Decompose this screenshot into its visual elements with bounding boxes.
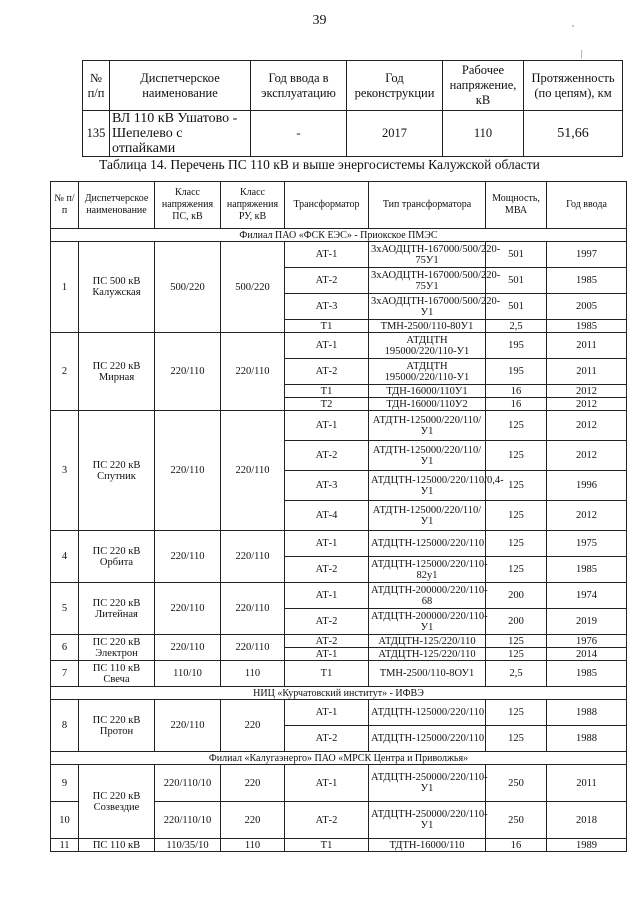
ru-voltage: 220 (221, 802, 285, 839)
ps-voltage: 220/110 (155, 531, 221, 583)
power-mva: 125 (486, 700, 547, 726)
transformer-type: АТДЦТН-250000/220/110-У1 (369, 765, 486, 802)
transformer-type: АТДЦТН-125/220/110 (369, 648, 486, 661)
substation-name: ПС 110 кВ Свеча (79, 661, 155, 687)
power-mva: 195 (486, 359, 547, 385)
transformer-id: АТ-2 (285, 268, 369, 294)
ru-voltage: 110 (221, 661, 285, 687)
power-mva: 16 (486, 398, 547, 411)
transformer-id: АТ-1 (285, 700, 369, 726)
section-title: НИЦ «Курчатовский институт» - ИФВЭ (51, 687, 627, 700)
commission-year: - (251, 111, 347, 157)
header-cell: Мощность, МВА (486, 182, 547, 229)
ps-voltage: 500/220 (155, 242, 221, 333)
commission-year: 1985 (547, 661, 627, 687)
ru-voltage: 220 (221, 700, 285, 752)
table-row (51, 635, 627, 648)
transformer-type: АТДЦТН-125000/220/110/0,4-У1 (369, 471, 486, 501)
substation-number: 8 (51, 700, 79, 752)
transformer-type: АТДЦТН-125000/220/110 (369, 726, 486, 752)
header-cell: № п/п (83, 61, 110, 111)
ps-voltage: 220/110 (155, 333, 221, 411)
commission-year: 1974 (547, 583, 627, 609)
commission-year: 1988 (547, 700, 627, 726)
substation-name: ПС 220 кВ Литейная (79, 583, 155, 635)
scan-mark: \ (577, 46, 586, 62)
ps-voltage: 220/110/10 (155, 765, 221, 802)
transformer-type: 3хАОДЦТН-167000/500/220-75У1 (369, 268, 486, 294)
power-mva: 125 (486, 635, 547, 648)
commission-year: 2011 (547, 359, 627, 385)
row-number: 135 (83, 111, 110, 157)
substation-name: ПС 220 кВ Электрон (79, 635, 155, 661)
power-mva: 125 (486, 531, 547, 557)
table-row (51, 583, 627, 609)
power-mva: 125 (486, 471, 547, 501)
ps-voltage: 220/110 (155, 635, 221, 661)
transformer-id: АТ-2 (285, 802, 369, 839)
commission-year: 1975 (547, 531, 627, 557)
substation-number: 9 (51, 765, 79, 802)
ru-voltage: 500/220 (221, 242, 285, 333)
power-mva: 250 (486, 802, 547, 839)
transformer-id: АТ-1 (285, 242, 369, 268)
reconstruction-year: 2017 (347, 111, 443, 157)
header-cell: Год реконструкции (347, 61, 443, 111)
table-row (51, 242, 627, 268)
transformer-type: ТМН-2500/110-8ОУ1 (369, 661, 486, 687)
ru-voltage: 220/110 (221, 411, 285, 531)
power-mva: 125 (486, 726, 547, 752)
header-cell: Класс напряжения ПС, кВ (155, 182, 221, 229)
power-mva: 200 (486, 583, 547, 609)
power-mva: 125 (486, 411, 547, 441)
scan-mark: ' (572, 23, 574, 35)
transformer-type: 3хАОДЦТН-167000/500/220-75У1 (369, 242, 486, 268)
transformer-type: АТДЦТН-125000/220/110 (369, 531, 486, 557)
substation-number: 10 (51, 802, 79, 839)
table-row (51, 765, 627, 802)
section-row (51, 229, 627, 242)
transformer-id: АТ-2 (285, 609, 369, 635)
substation-name: ПС 220 кВ Орбита (79, 531, 155, 583)
transformer-type: АТДЦТН-125000/220/110-82у1 (369, 557, 486, 583)
power-mva: 125 (486, 441, 547, 471)
header-cell: Рабочее напряжение, кВ (443, 61, 524, 111)
ps-voltage: 220/110 (155, 583, 221, 635)
header-cell: Трансформатор (285, 182, 369, 229)
substation-name: ПС 220 кВ Протон (79, 700, 155, 752)
transformer-id: АТ-1 (285, 765, 369, 802)
transformer-id: АТ-1 (285, 531, 369, 557)
substation-name: ПС 110 кВ (79, 839, 155, 852)
power-mva: 16 (486, 839, 547, 852)
transformer-id: АТ-2 (285, 726, 369, 752)
table-row (51, 411, 627, 441)
transformer-id: АТ-2 (285, 557, 369, 583)
substation-name: ПС 220 кВ Созвездие (79, 765, 155, 839)
transformer-type: ТМН-2500/110-80У1 (369, 320, 486, 333)
table-row (51, 333, 627, 359)
header-cell: Тип трансформатора (369, 182, 486, 229)
ps-voltage: 110/35/10 (155, 839, 221, 852)
commission-year: 1985 (547, 557, 627, 583)
transformer-type: АТДТН-125000/220/110/У1 (369, 501, 486, 531)
power-mva: 125 (486, 648, 547, 661)
power-mva: 2,5 (486, 661, 547, 687)
ru-voltage: 220/110 (221, 635, 285, 661)
transformer-id: Т1 (285, 385, 369, 398)
section-title: Филиал ПАО «ФСК ЕЭС» - Приокское ПМЭС (51, 229, 627, 242)
commission-year: 1996 (547, 471, 627, 501)
transformer-id: Т1 (285, 320, 369, 333)
transformer-id: АТ-2 (285, 635, 369, 648)
commission-year: 1988 (547, 726, 627, 752)
transformer-type: АТДЦТН-125/220/110 (369, 635, 486, 648)
header-cell: Диспетчерское наименование (110, 61, 251, 111)
power-mva: 16 (486, 385, 547, 398)
voltage: 110 (443, 111, 524, 157)
transformer-type: АТДЦТН-250000/220/110-У1 (369, 802, 486, 839)
section-title: Филиал «Калугаэнерго» ПАО «МРСК Центра и Приволжья» (51, 752, 627, 765)
table-row (51, 700, 627, 726)
substation-number: 7 (51, 661, 79, 687)
transformer-type: АТДТН-125000/220/110/У1 (369, 441, 486, 471)
substation-number: 4 (51, 531, 79, 583)
commission-year: 1985 (547, 320, 627, 333)
table-header-row (51, 182, 627, 229)
substation-name: ПС 500 кВ Калужская (79, 242, 155, 333)
commission-year: 2011 (547, 765, 627, 802)
power-mva: 501 (486, 242, 547, 268)
header-cell: Год ввода в эксплуатацию (251, 61, 347, 111)
commission-year: 2012 (547, 441, 627, 471)
table-header-row (83, 61, 623, 111)
line-name: ВЛ 110 кВ Ушатово - Шепелево с отпайками (110, 111, 251, 157)
commission-year: 2018 (547, 802, 627, 839)
power-mva: 125 (486, 501, 547, 531)
transformer-type: АТДЦТН-200000/220/110-У1 (369, 609, 486, 635)
commission-year: 2011 (547, 333, 627, 359)
header-cell: Класс напряжения РУ, кВ (221, 182, 285, 229)
ru-voltage: 220 (221, 765, 285, 802)
commission-year: 1985 (547, 268, 627, 294)
transformer-id: АТ-4 (285, 501, 369, 531)
ps-voltage: 220/110 (155, 411, 221, 531)
substations-table (50, 181, 627, 852)
commission-year: 1997 (547, 242, 627, 268)
power-mva: 501 (486, 294, 547, 320)
commission-year: 2005 (547, 294, 627, 320)
transformer-type: АТДЦТН 195000/220/110-У1 (369, 333, 486, 359)
power-mva: 501 (486, 268, 547, 294)
transformer-id: АТ-1 (285, 648, 369, 661)
commission-year: 2012 (547, 385, 627, 398)
commission-year: 2012 (547, 501, 627, 531)
transformer-type: ТДН-16000/110У1 (369, 385, 486, 398)
power-mva: 195 (486, 333, 547, 359)
commission-year: 2012 (547, 411, 627, 441)
ps-voltage: 220/110 (155, 700, 221, 752)
transformer-type: 3хАОДЦТН-167000/500/220-У1 (369, 294, 486, 320)
table-row (51, 839, 627, 852)
substation-number: 2 (51, 333, 79, 411)
transformer-id: АТ-1 (285, 411, 369, 441)
commission-year: 2012 (547, 398, 627, 411)
header-cell: Протяженность (по цепям), км (524, 61, 623, 111)
table-row (51, 661, 627, 687)
transformer-type: АТДТН-125000/220/110/У1 (369, 411, 486, 441)
transformer-id: АТ-3 (285, 471, 369, 501)
ps-voltage: 110/10 (155, 661, 221, 687)
transformer-id: АТ-3 (285, 294, 369, 320)
power-mva: 2,5 (486, 320, 547, 333)
table-row (83, 111, 623, 157)
commission-year: 2019 (547, 609, 627, 635)
substation-name: ПС 220 кВ Мирная (79, 333, 155, 411)
transformer-type: АТДЦТН-125000/220/110 (369, 700, 486, 726)
transformer-id: АТ-1 (285, 583, 369, 609)
header-cell: Год ввода (547, 182, 627, 229)
substation-number: 3 (51, 411, 79, 531)
ps-voltage: 220/110/10 (155, 802, 221, 839)
commission-year: 1989 (547, 839, 627, 852)
transformer-id: Т2 (285, 398, 369, 411)
transformer-type: АТДЦТН 195000/220/110-У1 (369, 359, 486, 385)
header-cell: Диспетчерское наименование (79, 182, 155, 229)
ru-voltage: 220/110 (221, 333, 285, 411)
header-cell: № п/п (51, 182, 79, 229)
transformer-type: ТДТН-16000/110 (369, 839, 486, 852)
commission-year: 2014 (547, 648, 627, 661)
table-caption: Таблица 14. Перечень ПС 110 кВ и выше энергосистемы Калужской области (99, 157, 540, 172)
substation-number: 5 (51, 583, 79, 635)
transformer-id: АТ-2 (285, 441, 369, 471)
substation-number: 1 (51, 242, 79, 333)
substation-number: 11 (51, 839, 79, 852)
ru-voltage: 220/110 (221, 531, 285, 583)
transformer-id: Т1 (285, 839, 369, 852)
section-row (51, 752, 627, 765)
section-row (51, 687, 627, 700)
substation-number: 6 (51, 635, 79, 661)
length: 51,66 (524, 111, 623, 157)
transformer-id: АТ-1 (285, 333, 369, 359)
ru-voltage: 110 (221, 839, 285, 852)
transformer-type: ТДН-16000/110У2 (369, 398, 486, 411)
commission-year: 1976 (547, 635, 627, 648)
power-mva: 200 (486, 609, 547, 635)
transformer-id: АТ-2 (285, 359, 369, 385)
power-mva: 125 (486, 557, 547, 583)
substation-name: ПС 220 кВ Спутник (79, 411, 155, 531)
ru-voltage: 220/110 (221, 583, 285, 635)
transformer-id: Т1 (285, 661, 369, 687)
table-row (51, 531, 627, 557)
power-mva: 250 (486, 765, 547, 802)
page-number: 39 (312, 13, 327, 28)
previous-table-continuation (82, 60, 623, 157)
transformer-type: АТДЦТН-200000/220/110-68 (369, 583, 486, 609)
